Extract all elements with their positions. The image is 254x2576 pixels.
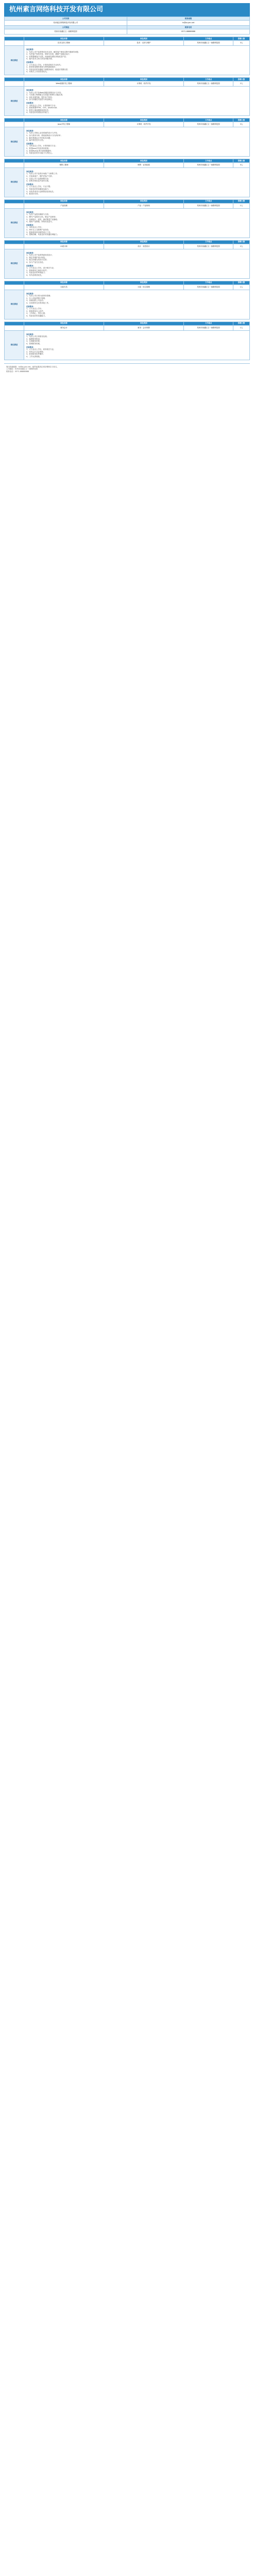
job-cell: 3人 [233,122,250,127]
job-section-title: 任职要求： [26,183,35,186]
job-cell: 杭州市西湖区文一西路科技园 [184,284,233,290]
job-col-spacer [5,162,24,167]
job-section-line: 2、持有会计从业资格； [26,350,45,353]
job-section-line: 4、参与产品交互优化。 [26,261,45,264]
info-value-email[interactable]: hr@suyan.net [127,21,250,26]
job-description [24,127,250,156]
job-section-line: 2、办公用品采购与管理； [26,297,47,299]
job-section-line: 3、优化页面性能，提升用户体验； [26,96,54,98]
company-title: 杭州素言网络科技开发有限公司 [9,6,104,13]
job-column-header: 职位类别 [104,322,184,325]
job-section-line: 2、熟练掌握HTML、CSS、JavaScript； [26,107,59,109]
job-section-line: 3、熟练使用常用原型设计工具； [26,231,52,233]
job-column-header: 招聘人数 [233,118,250,122]
job-description [24,330,250,360]
job-section-line: 2、参与需求分析、系统架构设计与代码评审； [26,134,62,137]
job-cell[interactable]: 技术支持工程师 [24,41,104,46]
job-column-header: 工作地点 [184,199,233,203]
job-col-spacer [5,159,24,162]
job-col-spacer [5,37,24,41]
job-section-title: 任职要求： [26,142,35,145]
job-section-line: 3、办理税务申报； [26,340,42,343]
job-column-header: 招聘人数 [233,199,250,203]
job-section-line: 3、熟悉MySQL等关系型数据库； [26,149,53,152]
job-block [4,77,250,116]
job-side-label: 职位描述 [5,208,24,238]
job-column-header: 职位类别 [104,37,184,41]
job-section-line: 1、大专及以上学历，设计相关专业； [26,267,56,270]
job-section-line: 1、大专及以上学历； [26,308,43,310]
job-column-header: 职位名称 [24,240,104,244]
job-column-header: 招聘人数 [233,240,250,244]
job-cell[interactable]: 销售工程师 [24,162,104,167]
job-section-line: 4、跟踪产品数据，持续优化迭代。 [26,221,54,223]
job-cell[interactable]: UI设计师 [24,244,104,249]
job-column-header: 招聘人数 [233,159,250,162]
job-section-line: 2、制定并维护设计规范； [26,256,47,259]
job-section-line: 1、负责公司产品的市场推广与销售工作； [26,173,59,175]
job-col-spacer [5,203,24,208]
job-section-line: 1、负责公司产品的售后技术支持，解答客户使用过程中遇到的问题； [26,50,80,53]
job-col-spacer [5,240,24,244]
job-column-header: 职位名称 [24,199,104,203]
job-section-line: 3、解决系统运行中的技术问题； [26,137,52,139]
job-section-line: 3、协助组织公司活动； [26,299,45,302]
job-section-line: 3、具备良好的沟通能力和服务意识，能适应短期出差； [26,68,70,71]
info-header-email: 联系邮箱 [127,17,250,21]
job-section-title: 岗位职责： [26,48,35,50]
job-column-header: 招聘人数 [233,281,250,284]
job-column-header: 职位名称 [24,37,104,41]
job-section-line: 2、两年以上互联网产品经验； [26,228,50,231]
job-section-title: 任职要求： [26,346,35,348]
job-section-line: 1、大专及以上学历，专业不限； [26,186,52,188]
job-section-line: 3、完成公司下达的销售任务； [26,177,50,180]
job-column-header: 职位类别 [104,159,184,162]
job-cell: 1人 [233,325,250,330]
job-side-label: 职位描述 [5,46,24,75]
job-col-spacer [5,199,24,203]
job-col-spacer [5,281,24,284]
job-side-label: 职位描述 [5,330,24,360]
job-cell: 财务 · 会计核算 [104,325,184,330]
job-cell: 杭州市西湖区文一西路科技园 [184,81,233,86]
job-column-header: 工作地点 [184,281,233,284]
jobs-list [4,37,250,360]
job-side-label: 职位描述 [5,127,24,156]
job-cell: 2人 [233,81,250,86]
job-cell: 1人 [233,284,250,290]
job-section-line: 1、本科及以上学历； [26,226,43,229]
job-col-spacer [5,244,24,249]
job-cell[interactable]: 产品经理 [24,203,104,208]
job-section-line: 1、大专及以上学历，计算机或相关专业优先； [26,63,62,66]
job-section-line: 3、有软件或IT行业销售经验者优先； [26,190,56,193]
job-section-line: 1、负责公司产品的界面视觉设计； [26,254,54,257]
job-cell[interactable]: Web前端开发工程师 [24,81,104,86]
job-cell: 杭州市西湖区文一西路科技园 [184,162,233,167]
job-description [24,86,250,115]
job-description [24,290,250,319]
footer [4,363,250,375]
job-section-line: 2、撰写产品需求文档，制定产品规划； [26,215,57,218]
job-section-line: 4、管理财务档案。 [26,342,42,345]
job-section-line: 4、完成领导交办的其他工作。 [26,302,50,304]
job-section-line: 4、编写相关技术文档。 [26,139,45,142]
job-block [4,322,250,360]
job-column-header: 职位名称 [24,118,104,122]
job-column-header: 工作地点 [184,322,233,325]
job-section-title: 任职要求： [26,224,35,226]
job-cell: 产品 · 产品规划 [104,203,184,208]
job-column-header: 职位类别 [104,118,184,122]
job-section-title: 岗位职责： [26,251,35,254]
job-col-spacer [5,284,24,290]
job-block [4,118,250,157]
job-section-line: 2、开拓新客户，维护老客户关系； [26,175,54,177]
job-section-line: 2、编制财务报表； [26,338,42,340]
job-section-line: 3、收集整理客户反馈，协助研发团队持续改进产品； [26,55,68,58]
job-side-label: 职位描述 [5,86,24,115]
job-cell: 行政 · 综合管理 [104,284,184,290]
job-column-header: 工作地点 [184,77,233,81]
footer-line: 公司地址：杭州市西湖区文一西路科技园 [6,368,38,371]
job-section-line: 1、负责公司日常行政事务管理； [26,295,52,297]
job-cell: 杭州市西湖区文一西路科技园 [184,41,233,46]
job-section-line: 3、工作细心，责任心强； [26,312,47,315]
job-section-line: 4、收集市场信息并及时反馈。 [26,180,50,182]
info-header-phone: 联系电话 [127,26,250,29]
job-section-line: 3、配合前端完成设计还原； [26,259,48,261]
job-section-line: 4、有相关工作经验者优先。 [26,71,48,73]
job-section-title: 岗位职责： [26,129,35,132]
job-section-line: 4、具备良好的沟通能力。 [26,314,47,317]
footer-line: 联系电话：0571-88888888 [6,370,29,373]
job-section-title: 任职要求： [26,264,35,267]
job-section-line: 1、本科及以上学历，计算机相关专业； [26,104,57,107]
job-section-line: 2、熟悉Java开发及常用框架； [26,147,50,150]
job-column-header: 职位类别 [104,199,184,203]
job-column-header: 工作地点 [184,37,233,41]
job-column-header: 招聘人数 [233,77,250,81]
job-section-title: 任职要求： [26,61,35,63]
job-block [4,240,250,279]
job-column-header: 工作地点 [184,159,233,162]
job-block [4,37,250,75]
job-column-header: 职位类别 [104,281,184,284]
job-col-spacer [5,118,24,122]
job-section-title: 岗位职责： [26,211,35,213]
job-col-spacer [5,322,24,325]
job-cell: 5人 [233,162,250,167]
job-section-line: 4、逻辑清晰，具备良好的沟通协调能力。 [26,233,59,236]
job-column-header: 职位名称 [24,159,104,162]
job-side-label: 职位描述 [5,167,24,197]
job-section-line: 4、具备良好的学习能力与责任心。 [26,152,54,155]
job-cell: 计算机 · 软件开发 [104,122,184,127]
job-section-title: 任职要求： [26,102,35,104]
job-cell: 3人 [233,41,250,46]
job-section-line: 2、具备良好的沟通表达能力； [26,188,50,190]
job-side-label: 职位描述 [5,249,24,278]
job-description [24,46,250,75]
page [4,0,250,375]
job-column-header: 职位名称 [24,322,104,325]
job-cell: 杭州市西湖区文一西路科技园 [184,203,233,208]
job-description [24,249,250,278]
job-column-header: 职位类别 [104,240,184,244]
job-section-line: 3、熟悉财务软件操作； [26,353,45,356]
job-column-header: 工作地点 [184,240,233,244]
job-section-line: 4、有作品集者优先。 [26,274,43,277]
job-block [4,159,250,197]
job-section-title: 岗位职责： [26,89,35,91]
job-cell: 设计 · 视觉设计 [104,244,184,249]
job-col-spacer [5,325,24,330]
job-section-line: 1、本科及以上学历，计算机相关专业； [26,145,57,147]
job-column-header: 职位名称 [24,77,104,81]
job-section-line: 4、编写技术文档与常见问题手册。 [26,58,54,60]
job-section-title: 任职要求： [26,305,35,308]
job-section-line: 2、熟悉常见操作系统与网络基础知识； [26,66,57,69]
job-description [24,208,250,238]
job-section-title: 岗位职责： [26,170,35,173]
info-header-name: 公司名称 [5,17,127,21]
job-col-spacer [5,122,24,127]
job-column-header: 工作地点 [184,118,233,122]
job-section-line: 3、协调设计、研发、测试推进产品落地； [26,218,59,221]
job-cell: 销售 · 业务拓展 [104,162,184,167]
job-description [24,167,250,197]
job-cell: 杭州市西湖区文一西路科技园 [184,244,233,249]
job-section-line: 2、熟练使用主流设计软件； [26,269,48,272]
job-section-line: 2、熟练使用办公软件； [26,310,45,312]
job-cell[interactable]: 行政专员 [24,284,104,290]
job-cell[interactable]: 财务会计 [24,325,104,330]
job-section-line: 2、负责客户现场安装、调试与培训，确保产品稳定运行； [26,53,71,56]
info-value-phone: 0571-88888888 [127,29,250,35]
job-section-line: 4、具备良好的团队协作能力。 [26,111,50,114]
job-section-line: 1、大专及以上学历，财务相关专业； [26,348,56,351]
job-column-header: 职位名称 [24,281,104,284]
info-header-address: 公司地址 [5,26,127,29]
job-block [4,281,250,319]
job-side-label: 职位描述 [5,290,24,319]
job-cell: 杭州市西湖区文一西路科技园 [184,122,233,127]
job-section-line: 4、能适应出差。 [26,193,40,195]
job-cell: 2人 [233,244,250,249]
job-section-line: 2、与后端工程师配合完成接口联调与功能实现； [26,94,64,96]
job-cell: 计算机 · 软件开发 [104,81,184,86]
job-block [4,199,250,238]
job-section-line: 3、具备良好的审美能力； [26,272,47,274]
job-section-line: 1、负责产品需求调研与分析； [26,213,50,216]
footer-line: 简历投递邮箱：hr@suyan.net，邮件标题请注明应聘职位与姓名。 [6,365,59,368]
job-section-line: 4、工作认真细致。 [26,355,42,358]
job-cell[interactable]: Java开发工程师 [24,122,104,127]
job-cell: 杭州市西湖区文一西路科技园 [184,325,233,330]
job-cell: 1人 [233,203,250,208]
info-value-address: 杭州市西湖区文一西路科技园 [5,29,127,35]
company-info-table [4,16,250,35]
job-section-line: 3、熟悉主流前端框架者优先； [26,109,50,111]
company-header [4,3,250,16]
job-section-line: 1、负责公司核心业务系统的设计与开发； [26,132,59,134]
job-col-spacer [5,41,24,46]
job-column-header: 职位类别 [104,77,184,81]
job-col-spacer [5,81,24,86]
job-section-title: 岗位职责： [26,292,35,295]
job-section-line: 4、参与前端技术选型与规范制定。 [26,98,54,101]
job-cell: 技术 · 支持与维护 [104,41,184,46]
job-section-line: 1、负责公司产品Web前端页面的设计与开发； [26,91,63,94]
job-section-title: 岗位职责： [26,333,35,335]
job-section-line: 1、负责公司日常账务处理； [26,335,48,338]
info-value-name: 杭州素言网络科技开发有限公司 [5,21,127,26]
job-column-header: 招聘人数 [233,322,250,325]
job-col-spacer [5,77,24,81]
job-column-header: 招聘人数 [233,37,250,41]
